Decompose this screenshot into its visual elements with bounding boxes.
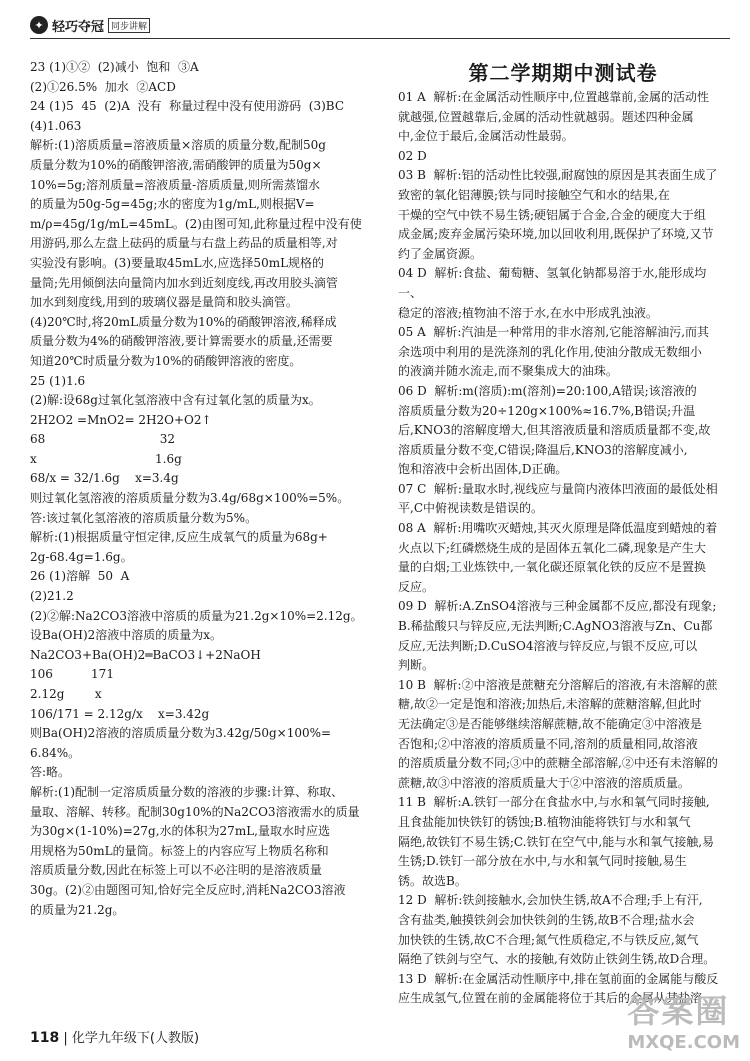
answer-line: 09 D 解析:A.ZnSO4溶液与三种金属都不反应,都没有现象;: [398, 599, 717, 614]
answer-line: 否饱和;②中溶液的溶质质量不同,溶剂的质量相同,故溶液: [398, 736, 698, 751]
answer-line: Na2CO3+Ba(OH)2═BaCO3↓+2NaOH: [30, 647, 261, 662]
answer-line: 量的白烟;工业炼铁中,一氧化碳还原氧化铁的反应不是置换: [398, 560, 706, 575]
answer-line: 实验没有影响。(3)要量取45mL水,应选择50mL规格的: [30, 255, 325, 270]
answer-line: 68 32: [30, 432, 175, 447]
answer-line: 13 D 解析:在金属活动性顺序中,排在氢前面的金属能与酸反: [398, 971, 719, 986]
answer-line: 解析:(1)溶质质量=溶液质量×溶质的质量分数,配制50g: [30, 138, 326, 153]
answer-line: 反应,无法判断;D.CuSO4溶液与锌反应,与银不反应,可以: [398, 638, 698, 653]
answer-line: 23 (1)①② (2)减小 饱和 ③A: [30, 60, 199, 74]
left-column: [30, 58, 382, 920]
answer-line: 无法确定③是否能够继续溶解蔗糖,故不能确定③中溶液是: [398, 717, 702, 731]
answer-line: 25 (1)1.6: [30, 373, 86, 388]
answer-line: 知道20℃时质量分数为10%的硝酸钾溶液的密度。: [30, 353, 302, 368]
publisher-logo: [30, 14, 150, 36]
answer-line: (4)1.063: [30, 118, 82, 133]
answer-line: 溶质质量分数为20÷120g×100%≈16.7%,B错误;升温: [398, 403, 696, 418]
answer-line: 就越强,位置越靠后,金属的活动性就越弱。题述四种金属: [398, 109, 694, 124]
answer-line: 2.12g x: [30, 687, 102, 701]
answer-line: 则过氧化氢溶液的溶质质量分数为3.4g/68g×100%=5%。: [30, 491, 350, 506]
answer-line: 68/x = 32/1.6g x=3.4g: [30, 471, 179, 486]
answer-line: 的液滴并随水流走,而不聚集成大的油珠。: [398, 364, 618, 379]
answer-line: B.稀盐酸只与锌反应,无法判断;C.AgNO3溶液与Zn、Cu都: [398, 619, 713, 634]
answer-line: (2)21.2: [30, 589, 74, 604]
answer-line: 30g。(2)②由题图可知,恰好完全反应时,消耗Na2CO3溶液: [30, 882, 346, 897]
answer-line: 106/171 = 2.12g/x x=3.42g: [30, 706, 210, 721]
answer-line: 答:该过氧化氢溶液的溶质质量分数为5%。: [30, 510, 258, 525]
answer-line: 含有盐类,触摸铁剑会加快铁剑的生锈,故B不合理;盐水会: [398, 912, 695, 927]
answer-line: 成金属;废弃金属污染环境,加以回收利用,既保护了环境,又节: [398, 227, 714, 242]
logo-text: 轻巧夺冠: [52, 19, 105, 35]
answer-line: 致密的氧化铝薄膜;铁与同时接触空气和水的结果,在: [398, 187, 670, 202]
answer-line: 溶质质量分数不变,C错误;降温后,KNO3的溶解度减小,: [398, 442, 688, 457]
answer-line: 106 171: [30, 667, 114, 682]
answer-line: 溶质质量分数,因此在标签上可以不必注明的是溶液质量: [30, 863, 322, 878]
page-footer: 118 | 化学九年级下(人教版): [30, 1030, 200, 1046]
answer-line: 26 (1)溶解 50 A: [30, 569, 130, 584]
answer-line: 07 C 解析:量取水时,视线应与量筒内液体凹液面的最低处相: [398, 481, 718, 496]
answer-line: 01 A 解析:在金属活动性顺序中,位置越靠前,金属的活动性: [398, 90, 710, 104]
answer-line: 锈。故选B。: [398, 873, 467, 888]
logo-subtitle: 同步讲解: [108, 18, 150, 33]
answer-line: 08 A 解析:用嘴吹灭蜡烛,其灭火原理是降低温度到蜡烛的着: [398, 521, 718, 536]
answer-line: 约了金属资源。: [398, 246, 483, 261]
answer-line: (2)解:设68g过氧化氢溶液中含有过氧化氢的质量为x。: [30, 393, 321, 408]
answer-line: 加快铁的生锈,故C不合理;氮气性质稳定,不与铁反应,氮气: [398, 932, 699, 947]
answer-line: 设Ba(OH)2溶液中溶质的质量为x。: [30, 628, 223, 643]
answer-line: 02 D: [398, 148, 427, 163]
answer-line: 解析:(1)根据质量守恒定律,反应生成氧气的质量为68g+: [30, 530, 328, 545]
section-title: 第二学期期中测试卷: [468, 61, 658, 85]
page-number: 118: [30, 1030, 60, 1046]
answer-line: 6.84%。: [30, 745, 81, 760]
answer-line: 03 B 解析:铝的活动性比较强,耐腐蚀的原因是其表面生成了: [398, 168, 718, 183]
book-title: 化学九年级下(人教版): [71, 1031, 200, 1046]
answer-line: 后,KNO3的溶解度增大,但其溶液质量和溶质质量都不变,故: [398, 423, 711, 438]
answer-line: 04 D 解析:食盐、葡萄糖、氢氧化钠都易溶于水,能形成均一、: [398, 266, 707, 300]
answer-line: 答:略。: [30, 765, 71, 780]
answer-line: 加水到刻度线,用到的玻璃仪器是量筒和胶头滴管。: [30, 295, 298, 310]
answer-line: 隔绝了铁剑与空气、水的接触,有效防止铁剑生锈,故D合理。: [398, 952, 716, 967]
answer-line: 24 (1)5 45 (2)A 没有 称量过程中没有使用游码 (3)BC: [30, 99, 345, 114]
answer-line: 用游码,那么左盘上砝码的质量与右盘上药品的质量相等,对: [30, 236, 338, 251]
answer-line: 量筒;先用倾倒法向量筒内加水到近刻度线,再改用胶头滴管: [30, 275, 338, 290]
answer-line: (4)20℃时,将20mL质量分数为10%的硝酸钾溶液,稀释成: [30, 314, 337, 329]
answer-line: 干燥的空气中铁不易生锈;硬铝属于合金,合金的硬度大于组: [398, 207, 706, 222]
answer-line: 应生成氢气,位置在前的金属能将位于其后的金属从其盐溶: [398, 991, 702, 1006]
answer-line: 则Ba(OH)2溶液的溶质质量分数为3.42g/50g×100%=: [30, 726, 332, 741]
answer-line: 稳定的溶液;植物油不溶于水,在水中形成乳浊液。: [398, 305, 658, 320]
logo-icon: ✦: [30, 16, 48, 34]
answer-line: 2g-68.4g=1.6g。: [30, 549, 133, 564]
answer-line: 余选项中利用的是洗涤剂的乳化作用,使油分散成无数细小: [398, 344, 702, 359]
watermark: [627, 986, 740, 1053]
answer-line: 11 B 解析:A.铁钉一部分在食盐水中,与水和氧气同时接触,: [398, 795, 710, 810]
answer-line: (2)①26.5% 加水 ②ACD: [30, 79, 176, 94]
watermark-text: 答案圈: [627, 992, 730, 1030]
answer-line: 用规格为50mL的量筒。标签上的内容应写上物质名称和: [30, 843, 329, 858]
right-column: [398, 58, 728, 1009]
answer-line: 06 D 解析:m(溶质):m(溶剂)=20:100,A错误;该溶液的: [398, 383, 697, 398]
answer-line: 平,C中俯视读数是错误的。: [398, 501, 543, 516]
answer-line: 的质量为50g-5g=45g;水的密度为1g/mL,则根据V=: [30, 197, 315, 212]
answer-line: 05 A 解析:汽油是一种常用的非水溶剂,它能溶解油污,而其: [398, 325, 710, 340]
answer-line: 反应。: [398, 579, 435, 594]
answer-line: 且食盐能加快铁钉的锈蚀;B.植物油能将铁钉与水和氧气: [398, 814, 691, 829]
answer-line: 的溶质质量分数不同;③中的蔗糖全部溶解,②中还有未溶解的: [398, 756, 718, 771]
answer-line: 生锈;D.铁钉一部分放在水中,与水和氧气同时接触,易生: [398, 854, 687, 869]
answer-line: 12 D 解析:铁剑接触水,会加快生锈,故A不合理;手上有汗,: [398, 893, 703, 908]
answer-line: 饱和溶液中会析出固体,D正确。: [398, 462, 568, 477]
answer-line: 中,金位于最后,金属活动性最弱。: [398, 129, 574, 144]
page-header: [30, 14, 730, 39]
answer-line: 的质量为21.2g。: [30, 902, 125, 917]
answer-line: 火点以下;红磷燃烧生成的是固体五氧化二磷,现象是产生大: [398, 540, 706, 555]
answer-line: 为30g×(1-10%)=27g,水的体积为27mL,量取水时应选: [30, 824, 330, 839]
answer-line: 判断。: [398, 658, 435, 673]
answer-line: 10%=5g;溶剂质量=溶液质量-溶质质量,则所需蒸馏水: [30, 177, 321, 192]
answer-line: 2H2O2 =MnO2= 2H2O+O2↑: [30, 412, 212, 427]
answer-line: x 1.6g: [30, 451, 182, 466]
answer-line: 质量分数为10%的硝酸钾溶液,需硝酸钾的质量为50g×: [30, 157, 322, 172]
answer-line: 质量分数为4%的硝酸钾溶液,要计算需要水的质量,还需要: [30, 334, 333, 349]
answer-line: 量取、溶解、转移。配制30g10%的Na2CO3溶液需水的质量: [30, 804, 360, 819]
answer-line: 糖,故②一定是饱和溶液;加热后,未溶解的蔗糖溶解,但此时: [398, 697, 702, 712]
answer-line: 10 B 解析:②中溶液是蔗糖充分溶解后的溶液,有未溶解的蔗: [398, 677, 718, 692]
answer-line: 隔绝,故铁钉不易生锈;C.铁钉在空气中,能与水和氧气接触,易: [398, 834, 715, 849]
answer-line: m/ρ=45g/1g/mL=45mL。(2)由图可知,此称量过程中没有使: [30, 216, 362, 231]
watermark-url: MXQE.COM: [627, 1032, 740, 1053]
right-answers: [398, 88, 728, 1009]
answer-line: (2)②解:Na2CO3溶液中溶质的质量为21.2g×10%=2.12g。: [30, 608, 363, 623]
answer-line: 蔗糖,故③中溶液的溶质质量大于②中溶液的溶质质量。: [398, 775, 690, 790]
answer-line: 解析:(1)配制一定溶质质量分数的溶液的步骤:计算、称取、: [30, 784, 344, 799]
